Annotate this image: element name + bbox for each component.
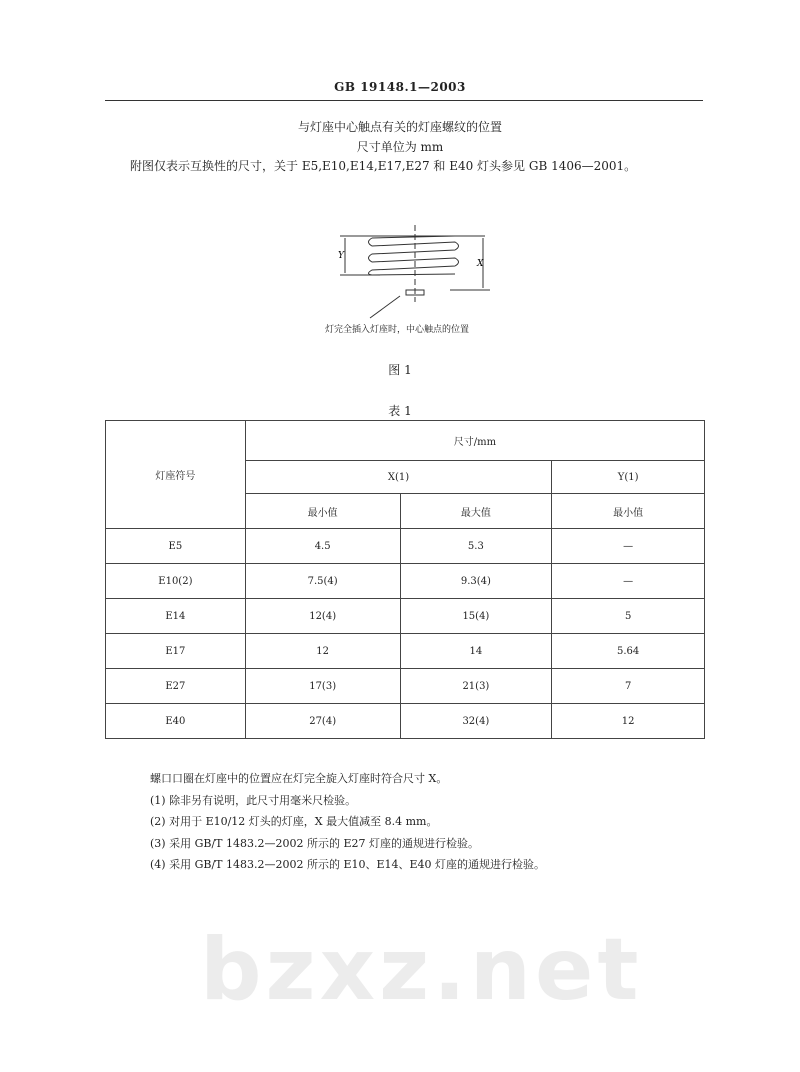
notes: [150, 768, 545, 876]
table-row: [106, 669, 705, 704]
cell-xmin: 7.5(4): [245, 564, 400, 599]
header-x-min: 最小值: [245, 494, 400, 529]
table-row: [106, 634, 705, 669]
cell-xmin: 4.5: [245, 529, 400, 564]
table-row: [106, 704, 705, 739]
lamp-socket-figure: [320, 220, 520, 320]
figure-label-x: X: [477, 259, 484, 269]
cell-ymin: 5: [552, 599, 705, 634]
cell-type: E14: [106, 599, 246, 634]
header-dimension: 尺寸/mm: [245, 421, 704, 461]
unit-note: 尺寸单位为 mm: [356, 140, 444, 154]
cell-ymin: 12: [552, 704, 705, 739]
note-line: (3) 采用 GB/T 1483.2—2002 所示的 E27 灯座的通规进行检验。: [150, 836, 479, 850]
table-caption: 表 1: [388, 404, 412, 418]
cell-ymin: 7: [552, 669, 705, 704]
table-row: [106, 564, 705, 599]
cell-type: E40: [106, 704, 246, 739]
watermark: bzxz.net: [200, 920, 643, 1020]
cell-type: E10(2): [106, 564, 246, 599]
cell-xmax: 15(4): [400, 599, 552, 634]
cell-xmax: 9.3(4): [400, 564, 552, 599]
figure-label-y: Y: [338, 251, 344, 261]
cell-xmax: 32(4): [400, 704, 552, 739]
note-line: 螺口口圈在灯座中的位置应在灯完全旋入灯座时符合尺寸 X。: [150, 772, 448, 785]
cell-ymin: —: [552, 529, 705, 564]
cell-ymin: —: [552, 564, 705, 599]
cell-xmax: 21(3): [400, 669, 552, 704]
note-line: (2) 对用于 E10/12 灯头的灯座，X 最大值减至 8.4 mm。: [150, 815, 438, 828]
header-rule: [105, 100, 703, 101]
table-row: [106, 529, 705, 564]
cell-xmin: 17(3): [245, 669, 400, 704]
header-x: X(1): [245, 461, 551, 494]
cell-type: E5: [106, 529, 246, 564]
header-y-min: 最小值: [552, 494, 705, 529]
header-y: Y(1): [552, 461, 705, 494]
cell-xmax: 14: [400, 634, 552, 669]
cell-type: E27: [106, 669, 246, 704]
section-title: 与灯座中心触点有关的灯座螺纹的位置: [297, 120, 502, 134]
cell-xmin: 12(4): [245, 599, 400, 634]
table-row: [106, 599, 705, 634]
header-x-max: 最大值: [400, 494, 552, 529]
cell-xmax: 5.3: [400, 529, 552, 564]
cell-xmin: 12: [245, 634, 400, 669]
figure-caption: 图 1: [388, 363, 412, 377]
header-lamp-symbol: 灯座符号: [106, 421, 246, 529]
dimension-table: [105, 420, 705, 739]
figure-annotation: 灯完全插入灯座时，中心触点的位置: [325, 325, 470, 335]
note-line: (1) 除非另有说明，此尺寸用毫米尺检验。: [150, 793, 357, 807]
standard-number: GB 19148.1—2003: [334, 80, 466, 94]
cell-ymin: 5.64: [552, 634, 705, 669]
note-line: (4) 采用 GB/T 1483.2—2002 所示的 E10、E14、E40 灯座的通规进行检验。: [150, 858, 546, 871]
cell-type: E17: [106, 634, 246, 669]
cell-xmin: 27(4): [245, 704, 400, 739]
intro-text: 附图仅表示互换性的尺寸，关于 E5,E10,E14,E17,E27 和 E40 灯头参见 GB 1406—2001。: [130, 159, 637, 173]
